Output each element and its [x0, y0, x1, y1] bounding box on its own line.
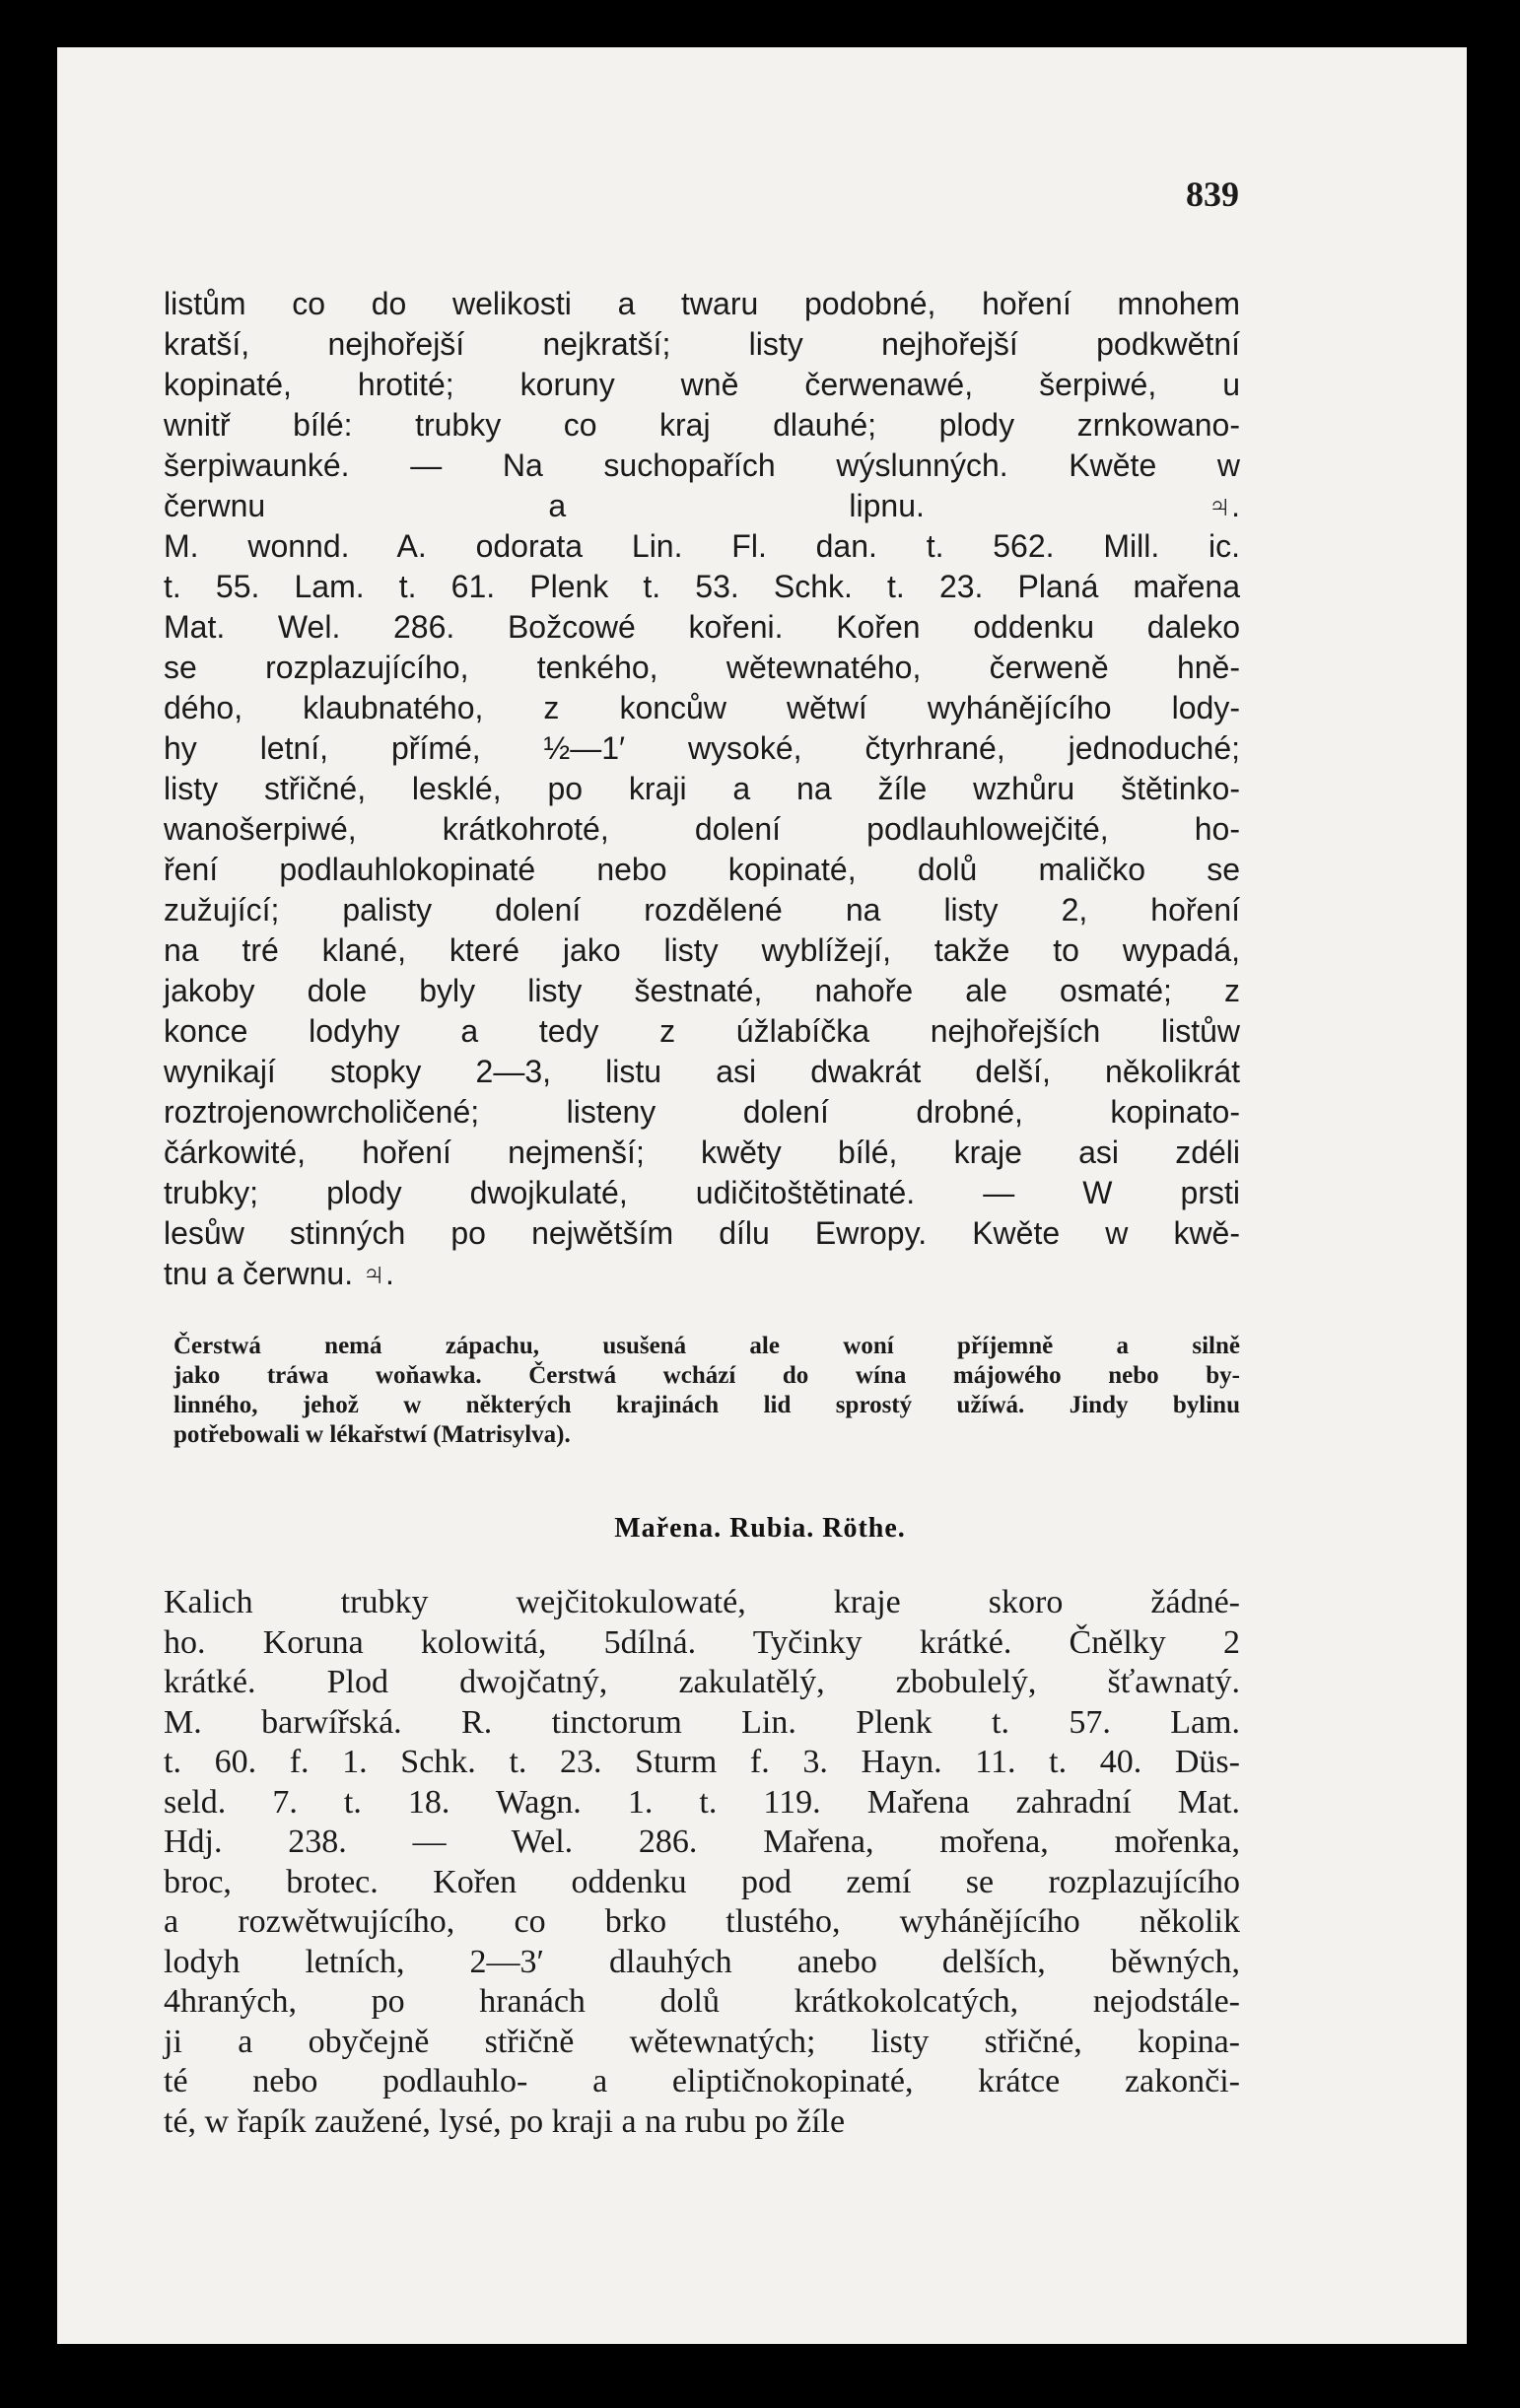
genus-heading: Mařena. Rubia. Röthe.	[614, 1513, 906, 1544]
paragraph-rubia-line: krátké. Plod dwojčatný, zakulatělý, zbobulelý, šťawnatý.	[164, 1664, 1240, 1700]
paragraph-odorata-line: šerpiwaunké. — Na suchopařích wýslunných. Kwěte w	[164, 447, 1240, 483]
usage-note	[173, 1332, 1240, 1450]
paragraph-rubia-line: té nebo podlauhlo- a eliptičnokopinaté, krátce zakonči-	[164, 2063, 1240, 2099]
page-number: 839	[1186, 174, 1239, 214]
paragraph-odorata-line: roztrojenowrcholičené; listeny dolení drobné, kopinato-	[164, 1094, 1240, 1130]
paragraph-odorata-line: čerwnu a lipnu. ♃.	[164, 488, 1240, 523]
paragraph-rubia-line: seld. 7. t. 18. Wagn. 1. t. 119. Mařena zahradní Mat.	[164, 1783, 1240, 1821]
paragraph-odorata-line: Mat. Wel. 286. Božcowé kořenі. Kořen oddenku daleko	[164, 609, 1240, 645]
paragraph-rubia-line: Hdj. 238. — Wel. 286. Mařena, mořena, mořenka,	[164, 1823, 1240, 1860]
paragraph-odorata-line: t. 55. Lam. t. 61. Plenk t. 53. Schk. t. 23. Planá mařena	[164, 569, 1240, 604]
paragraph-odorata-line: na tré klané, které jako listy wyblížejí, takže to wypadá,	[164, 932, 1240, 968]
paragraph-rubia-line: lodyh letních, 2—3′ dlauhých anebo delších, běwných,	[164, 1943, 1240, 1980]
paragraph-rubia-line: t. 60. f. 1. Schk. t. 23. Sturm f. 3. Hayn. 11. t. 40. Düs-	[164, 1744, 1240, 1780]
paragraph-odorata-line: wynikají stopky 2—3, listu asi dwakrát delší, několikrát	[164, 1054, 1240, 1089]
paragraph-rubia-line: broc, brotec. Kořen oddenku pod zemí se rozplazujícího	[164, 1863, 1240, 1900]
paragraph-odorata-line: čárkowité, hoření nejmenší; kwěty bílé, kraje asi zdéli	[164, 1135, 1240, 1170]
usage-note-line: jako tráwa woňawka. Čerstwá wchází do wína májowého nebo by-	[173, 1362, 1240, 1389]
usage-note-line: potřebowali w lékařstwí (Matrisylva).	[173, 1421, 571, 1448]
paragraph-rubia-line: ji a obyčejně střičně wětewnatých; listy střičné, kopina-	[164, 2023, 1240, 2060]
paragraph-odorata-line: tnu a čerwnu. ♃.	[164, 1256, 394, 1291]
paragraph-odorata-line: kopinaté, hrotité; koruny wně čerwenawé, šerpiwé, u	[164, 367, 1240, 402]
paragraph-rubia-line: ho. Koruna kolowitá, 5dílná. Tyčinky krátké. Čnělky 2	[164, 1623, 1240, 1661]
paragraph-odorata-line: hy letní, přímé, ½—1′ wysoké, čtyrhrané, jednoduché;	[164, 730, 1240, 766]
paragraph-rubia-line: M. barwířská. R. tinctorum Lin. Plenk t. 57. Lam.	[164, 1703, 1240, 1741]
paragraph-odorata-line: kratší, nejhořejší nejkratší; listy nejhořejší podkwětní	[164, 326, 1240, 362]
paragraph-odorata-line: listy střičné, lesklé, po kraji a na žíle wzhůru štětinko-	[164, 771, 1240, 806]
paragraph-rubia-line: té, w řapík zaužené, lysé, po kraji a na rubu po žíle	[164, 2102, 846, 2140]
paragraph-rubia-line: 4hraných, po hranách dolů krátkokolcatých, nejodstále-	[164, 1983, 1240, 2020]
paragraph-odorata-line: wanošerpiwé, krátkohroté, dolení podlauhlowejčité, ho-	[164, 811, 1240, 847]
paragraph-odorata-line: konce lodyhy a tedy z úžlabíčka nejhořejších listůw	[164, 1013, 1240, 1049]
paragraph-odorata-line: se rozplazujícího, tenkého, wětewnatého, čerweně hně-	[164, 650, 1240, 685]
paragraph-odorata-line: jakoby dole byly listy šestnaté, nahoře ale osmaté; z	[164, 973, 1240, 1008]
usage-note-line: linného, jehož w některých krajinách lid sprostý užíwá. Jindy bylinu	[173, 1392, 1240, 1418]
paragraph-odorata-line: dého, klaubnatého, z koncůw wětwí wyháněјícího lody-	[164, 690, 1240, 725]
paragraph-odorata-line: lesůw stinných po nejwětším dílu Ewropy. Kwěte w kwě-	[164, 1215, 1240, 1251]
paragraph-odorata-line: listům co do welikosti a twaru podobné, hoření mnohem	[164, 286, 1240, 321]
paragraph-odorata-line: wnitř bílé: trubky co kraj dlauhé; plody zrnkowano-	[164, 407, 1240, 443]
paragraph-odorata	[164, 284, 1240, 1294]
usage-note-line: Čerstwá nemá zápachu, usušená ale woní příjemně a silně	[173, 1333, 1240, 1359]
paragraph-odorata-line: trubky; plody dwojkulaté, udičitoštětinaté. — W prsti	[164, 1175, 1240, 1210]
paragraph-odorata-line: M. wonnd. A. odorata Lin. Fl. dan. t. 562. Mill. ic.	[164, 528, 1240, 564]
paragraph-odorata-line: ření podlauhlokopinaté nebo kopinaté, dolů maličko se	[164, 852, 1240, 887]
paragraph-rubia-line: a rozwětwujícího, co brko tlustého, wyháněјícího několik	[164, 1903, 1240, 1940]
paragraph-rubia-line: Kalich trubky wejčitokulowaté, kraje skoro žádné-	[164, 1584, 1240, 1620]
paragraph-odorata-line: zužující; palisty dolení rozdělené na listy 2, hoření	[164, 892, 1240, 928]
paragraph-rubia	[164, 1583, 1240, 2142]
book-page	[57, 47, 1467, 2344]
